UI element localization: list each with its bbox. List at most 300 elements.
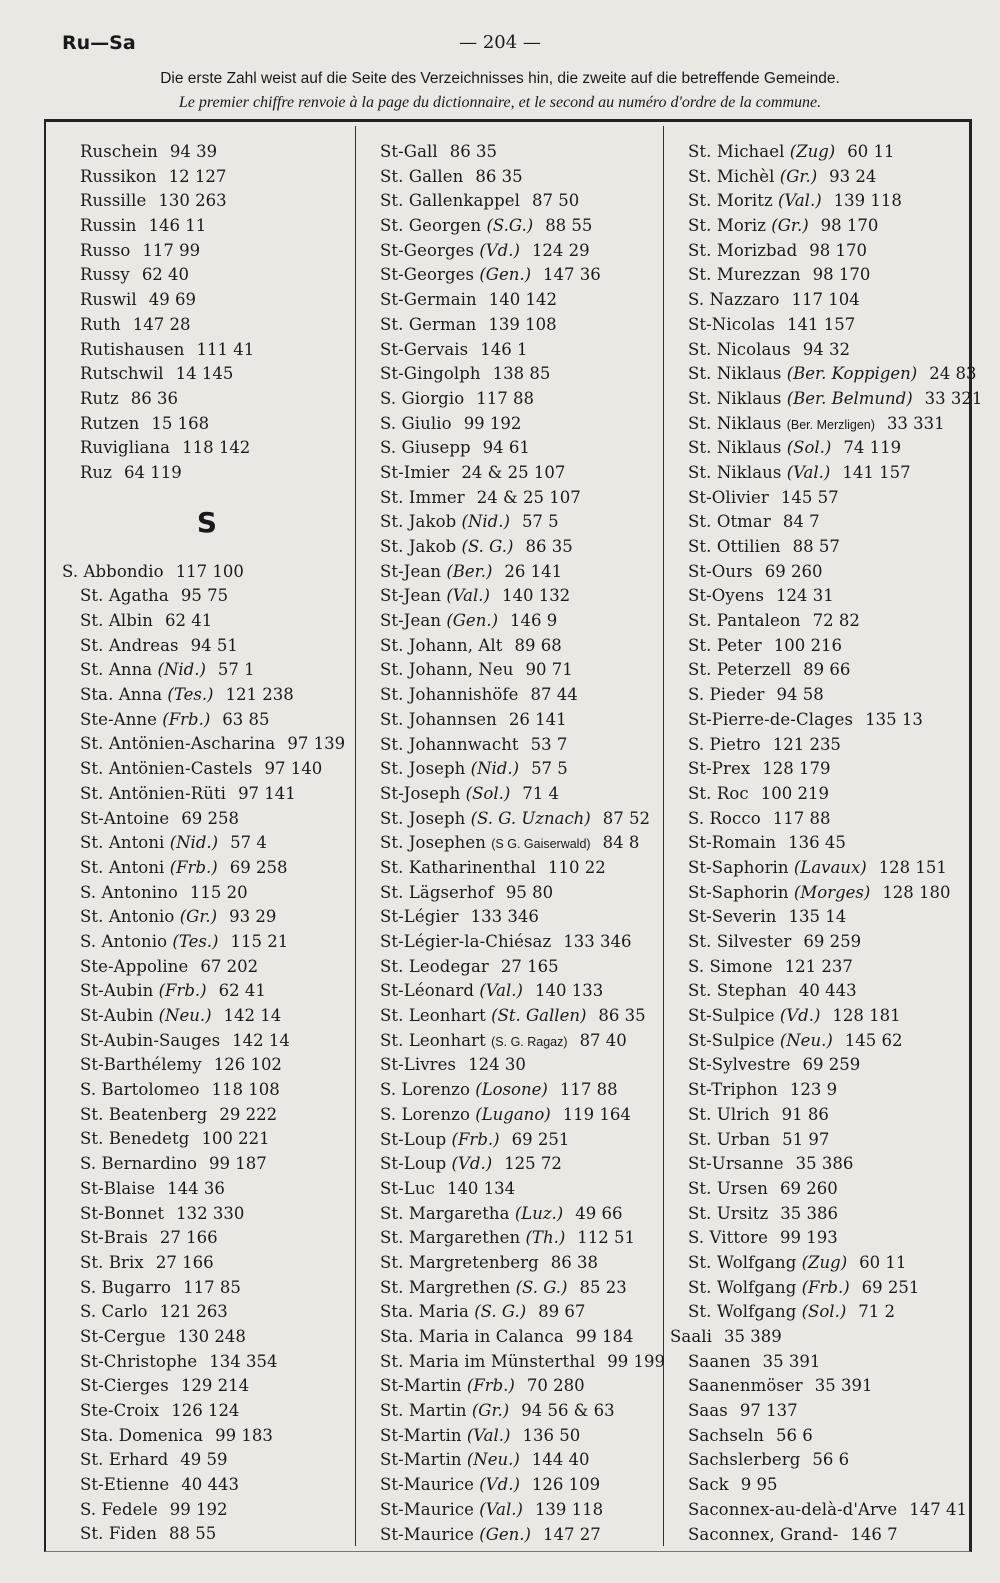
page-and-commune-numbers: 62 40 bbox=[141, 265, 190, 285]
place-name: St-Luc bbox=[380, 1178, 435, 1198]
place-name: Saas bbox=[688, 1401, 728, 1421]
place-name: St. Murezzan bbox=[688, 265, 801, 285]
page-and-commune-numbers: 24 & 25 107 bbox=[476, 487, 581, 507]
index-entry bbox=[670, 1498, 970, 1523]
place-name: St. Michael bbox=[688, 142, 785, 161]
index-entry bbox=[670, 1473, 970, 1498]
index-entry bbox=[670, 313, 970, 338]
canton-qualifier: (Neu.) bbox=[779, 1030, 833, 1050]
place-name: Saali bbox=[670, 1327, 713, 1346]
index-entry bbox=[670, 1374, 970, 1399]
place-name: St-Aubin bbox=[80, 1006, 154, 1025]
place-name: S. Pieder bbox=[688, 685, 765, 705]
index-entry bbox=[670, 1029, 970, 1054]
place-name: St. Niklaus bbox=[688, 364, 782, 384]
page-and-commune-numbers: 144 40 bbox=[531, 1450, 590, 1470]
index-entry bbox=[380, 905, 662, 930]
index-entry bbox=[670, 535, 970, 560]
page-and-commune-numbers: 29 222 bbox=[219, 1104, 278, 1124]
index-entry bbox=[380, 1103, 662, 1128]
place-name: Rutschwil bbox=[80, 364, 164, 384]
page-and-commune-numbers: 56 6 bbox=[775, 1425, 813, 1445]
index-entry bbox=[62, 1448, 352, 1473]
index-entry bbox=[670, 1251, 970, 1276]
canton-qualifier: (Gen.) bbox=[479, 265, 532, 285]
index-entry bbox=[670, 708, 970, 733]
page-and-commune-numbers: 138 85 bbox=[492, 364, 551, 384]
column-divider bbox=[663, 126, 664, 1546]
index-entry bbox=[62, 362, 352, 387]
place-name: St. Josephen bbox=[380, 833, 486, 853]
index-entry bbox=[670, 412, 970, 437]
place-name: St. Albin bbox=[80, 611, 153, 630]
place-name: St. Johann, Alt bbox=[380, 635, 503, 655]
page-and-commune-numbers: 98 170 bbox=[820, 216, 879, 236]
index-entry bbox=[670, 486, 970, 511]
place-name: St-Loup bbox=[380, 1154, 447, 1174]
canton-qualifier: (Vd.) bbox=[779, 1006, 821, 1026]
place-name: Ruswil bbox=[80, 290, 137, 310]
place-name: Ruth bbox=[80, 314, 121, 334]
place-name: St-Gervais bbox=[380, 339, 469, 359]
index-entry bbox=[62, 1276, 352, 1301]
page-and-commune-numbers: 69 251 bbox=[511, 1129, 570, 1149]
index-entry bbox=[380, 1276, 662, 1301]
index-entry bbox=[670, 757, 970, 782]
place-name: St-Légier bbox=[380, 907, 459, 927]
place-name: St-Germain bbox=[380, 290, 477, 310]
place-name: St-Saphorin bbox=[688, 857, 789, 877]
place-name: St-Saphorin bbox=[688, 882, 789, 902]
index-entry bbox=[380, 1325, 662, 1350]
page-and-commune-numbers: 49 66 bbox=[575, 1203, 623, 1223]
place-name: S. Bartolomeo bbox=[80, 1080, 200, 1100]
place-name: Ste-Croix bbox=[80, 1401, 160, 1420]
index-entry bbox=[670, 239, 970, 264]
place-name: St. Ursitz bbox=[688, 1203, 769, 1223]
index-entry bbox=[62, 708, 352, 733]
page-and-commune-numbers: 97 139 bbox=[287, 734, 346, 754]
index-entry bbox=[380, 461, 662, 486]
page-and-commune-numbers: 15 168 bbox=[151, 413, 210, 433]
place-name: Russo bbox=[80, 240, 131, 260]
index-entry bbox=[62, 782, 352, 807]
page-and-commune-numbers: 125 72 bbox=[504, 1154, 562, 1174]
place-name: St-Martin bbox=[380, 1376, 462, 1396]
page-and-commune-numbers: 132 330 bbox=[176, 1203, 245, 1223]
page-and-commune-numbers: 60 11 bbox=[859, 1252, 907, 1272]
index-entry bbox=[380, 535, 662, 560]
page-and-commune-numbers: 84 8 bbox=[602, 833, 640, 853]
place-name: Ruz bbox=[80, 462, 113, 482]
canton-qualifier: (Frb.) bbox=[158, 981, 207, 1001]
place-name: Russin bbox=[80, 216, 137, 236]
place-name: S. Simone bbox=[688, 956, 773, 976]
index-entry bbox=[62, 560, 352, 585]
place-name: Saconnex, Grand- bbox=[688, 1524, 839, 1544]
index-entry bbox=[380, 313, 662, 338]
index-entry bbox=[380, 683, 662, 708]
index-entry bbox=[670, 263, 970, 288]
index-entry bbox=[62, 214, 352, 239]
place-name: S. Lorenzo bbox=[380, 1080, 471, 1100]
index-entry bbox=[62, 1350, 352, 1375]
page-and-commune-numbers: 140 142 bbox=[488, 290, 557, 310]
index-entry bbox=[670, 1399, 970, 1424]
page-and-commune-numbers: 74 119 bbox=[843, 438, 902, 458]
page-and-commune-numbers: 147 36 bbox=[543, 265, 601, 285]
page-and-commune-numbers: 144 36 bbox=[167, 1178, 225, 1198]
place-name: St-Barthélemy bbox=[80, 1055, 202, 1075]
place-name: St-Martin bbox=[380, 1425, 462, 1445]
page-and-commune-numbers: 24 83 bbox=[929, 364, 977, 384]
page-and-commune-numbers: 94 39 bbox=[169, 142, 218, 161]
page-and-commune-numbers: 69 251 bbox=[861, 1277, 920, 1297]
place-name: St. Pantaleon bbox=[688, 611, 801, 631]
page-and-commune-numbers: 128 179 bbox=[762, 759, 831, 779]
index-entry bbox=[380, 1424, 662, 1449]
place-name: Ste-Anne bbox=[80, 709, 158, 729]
index-entry bbox=[380, 856, 662, 881]
index-entry bbox=[62, 1325, 352, 1350]
page-and-commune-numbers: 98 170 bbox=[812, 265, 871, 285]
place-name: Sack bbox=[688, 1475, 729, 1495]
place-name: St. Antonio bbox=[80, 907, 175, 927]
place-name: St-Livres bbox=[380, 1055, 457, 1075]
page-and-commune-numbers: 129 214 bbox=[180, 1376, 250, 1396]
index-entry bbox=[62, 461, 352, 486]
index-entry bbox=[380, 1399, 662, 1424]
page-and-commune-numbers: 88 55 bbox=[545, 216, 593, 236]
index-entry bbox=[62, 189, 352, 214]
page-and-commune-numbers: 89 67 bbox=[538, 1302, 586, 1322]
page-and-commune-numbers: 118 142 bbox=[182, 438, 251, 458]
canton-qualifier: (Nid.) bbox=[157, 660, 206, 680]
place-name: St. Benedetg bbox=[80, 1129, 190, 1149]
page-and-commune-numbers: 145 62 bbox=[844, 1030, 903, 1050]
page-and-commune-numbers: 141 157 bbox=[786, 314, 856, 334]
place-name: Rutishausen bbox=[80, 339, 185, 359]
canton-qualifier: (S. G. Uznach) bbox=[470, 808, 591, 828]
place-name: St-Sulpice bbox=[688, 1006, 775, 1026]
place-name: St. Beatenberg bbox=[80, 1104, 208, 1124]
index-entry bbox=[670, 1226, 970, 1251]
index-entry bbox=[670, 362, 977, 387]
place-name: Sta. Maria in Calanca bbox=[380, 1327, 564, 1346]
page-and-commune-numbers: 139 118 bbox=[534, 1499, 604, 1519]
canton-qualifier: (Nid.) bbox=[461, 512, 510, 532]
place-name: St-Antoine bbox=[80, 808, 170, 828]
place-name: Russille bbox=[80, 191, 147, 211]
index-entry bbox=[62, 831, 352, 856]
index-entry bbox=[670, 930, 970, 955]
index-entry bbox=[380, 1078, 662, 1103]
page-and-commune-numbers: 124 30 bbox=[468, 1055, 526, 1075]
index-entry bbox=[670, 905, 970, 930]
page-and-commune-numbers: 86 36 bbox=[130, 388, 179, 408]
index-entry bbox=[62, 1053, 352, 1078]
page-and-commune-numbers: 53 7 bbox=[530, 734, 568, 754]
canton-qualifier: (Frb.) bbox=[466, 1376, 515, 1396]
locality-qualifier: (S G. Gaiserwald) bbox=[491, 837, 591, 852]
page-and-commune-numbers: 124 29 bbox=[531, 240, 590, 260]
page-and-commune-numbers: 84 7 bbox=[782, 512, 820, 532]
page-and-commune-numbers: 121 237 bbox=[784, 956, 853, 976]
index-entry bbox=[670, 584, 970, 609]
place-name: St-Gall bbox=[380, 142, 438, 161]
index-entry bbox=[62, 338, 352, 363]
place-name: St-Sylvestre bbox=[688, 1055, 791, 1075]
page-and-commune-numbers: 51 97 bbox=[782, 1129, 830, 1149]
index-entry bbox=[670, 881, 970, 906]
index-entry bbox=[380, 930, 662, 955]
page-and-commune-numbers: 69 260 bbox=[764, 561, 823, 581]
page-and-commune-numbers: 67 202 bbox=[200, 956, 259, 976]
index-entry bbox=[670, 387, 983, 412]
place-name: St-Oyens bbox=[688, 586, 765, 606]
index-entry bbox=[670, 1350, 970, 1375]
page-and-commune-numbers: 130 263 bbox=[158, 191, 227, 211]
canton-qualifier: (Neu.) bbox=[466, 1450, 520, 1470]
place-name: St-Blaise bbox=[80, 1178, 156, 1198]
index-entry bbox=[380, 1029, 662, 1054]
canton-qualifier: (S. G.) bbox=[461, 537, 514, 556]
place-name: St. Urban bbox=[688, 1129, 771, 1149]
index-entry bbox=[670, 634, 970, 659]
index-entry bbox=[62, 1424, 352, 1449]
place-name: Sachslerberg bbox=[688, 1450, 801, 1470]
canton-qualifier: (Lavaux) bbox=[793, 857, 867, 877]
page-and-commune-numbers: 56 6 bbox=[812, 1450, 850, 1470]
index-entry bbox=[62, 634, 352, 659]
index-entry bbox=[380, 1448, 662, 1473]
place-name: St-Ursanne bbox=[688, 1154, 784, 1174]
page-and-commune-numbers: 69 260 bbox=[779, 1178, 838, 1198]
index-entry bbox=[62, 1374, 352, 1399]
index-column-2 bbox=[380, 140, 665, 1547]
page-and-commune-numbers: 126 124 bbox=[171, 1401, 240, 1420]
page-and-commune-numbers: 33 321 bbox=[924, 388, 983, 408]
canton-qualifier: (Vd.) bbox=[479, 240, 520, 260]
place-name: St. Margrethen bbox=[380, 1277, 511, 1297]
page-and-commune-numbers: 71 2 bbox=[858, 1302, 896, 1322]
place-name: St. Margarethen bbox=[380, 1228, 521, 1248]
canton-qualifier: (Tes.) bbox=[167, 685, 214, 705]
place-name: St-Triphon bbox=[688, 1080, 778, 1100]
index-entry bbox=[380, 955, 662, 980]
page-and-commune-numbers: 136 45 bbox=[788, 833, 846, 853]
place-name: S. Bugarro bbox=[80, 1277, 172, 1297]
page-and-commune-numbers: 117 100 bbox=[175, 561, 244, 581]
index-entry bbox=[670, 338, 970, 363]
place-name: Sachseln bbox=[688, 1425, 764, 1445]
page-and-commune-numbers: 99 193 bbox=[779, 1228, 838, 1248]
place-name: St-Jean bbox=[380, 611, 442, 631]
place-name: St. Leodegar bbox=[380, 956, 489, 976]
index-entry bbox=[670, 461, 970, 486]
place-name: St. Agatha bbox=[80, 586, 169, 606]
page-and-commune-numbers: 93 24 bbox=[829, 166, 877, 186]
page-and-commune-numbers: 128 181 bbox=[832, 1006, 901, 1026]
page-and-commune-numbers: 99 192 bbox=[463, 413, 522, 433]
index-entry bbox=[380, 658, 662, 683]
index-entry bbox=[380, 1374, 662, 1399]
place-name: St-Georges bbox=[380, 265, 475, 285]
index-entry bbox=[380, 1177, 662, 1202]
page-and-commune-numbers: 135 13 bbox=[865, 709, 923, 729]
page-and-commune-numbers: 140 134 bbox=[446, 1178, 516, 1198]
page-and-commune-numbers: 35 391 bbox=[814, 1376, 873, 1396]
canton-qualifier: (S. G.) bbox=[515, 1277, 568, 1297]
page-and-commune-numbers: 63 85 bbox=[222, 709, 270, 729]
page-and-commune-numbers: 97 140 bbox=[264, 759, 323, 779]
page-and-commune-numbers: 141 157 bbox=[842, 462, 911, 482]
page-and-commune-numbers: 57 1 bbox=[217, 660, 255, 680]
place-name: St. Ottilien bbox=[688, 537, 781, 556]
page-and-commune-numbers: 57 4 bbox=[230, 833, 267, 853]
place-name: St. Michèl bbox=[688, 166, 775, 186]
page-and-commune-numbers: 33 331 bbox=[886, 413, 945, 433]
place-name: St-Christophe bbox=[80, 1351, 198, 1371]
page-and-commune-numbers: 62 41 bbox=[218, 981, 266, 1001]
index-entry bbox=[62, 658, 352, 683]
place-name: St-Gingolph bbox=[380, 364, 481, 384]
index-entry bbox=[62, 1522, 352, 1547]
place-name: S. Pietro bbox=[688, 734, 761, 754]
index-entry bbox=[380, 1498, 662, 1523]
page-and-commune-numbers: 94 32 bbox=[802, 339, 850, 359]
page-and-commune-numbers: 49 59 bbox=[180, 1450, 228, 1470]
place-name: St-Maurice bbox=[380, 1524, 475, 1544]
index-entry bbox=[62, 239, 352, 264]
place-name: S. Rocco bbox=[688, 808, 761, 828]
page-and-commune-numbers: 135 14 bbox=[788, 907, 847, 927]
place-name: St-Maurice bbox=[380, 1499, 475, 1519]
index-entry bbox=[380, 881, 662, 906]
place-name: St. Margaretha bbox=[380, 1203, 510, 1223]
page-and-commune-numbers: 86 35 bbox=[525, 537, 573, 556]
page-and-commune-numbers: 88 55 bbox=[169, 1524, 217, 1544]
index-entry bbox=[670, 436, 970, 461]
index-entry bbox=[670, 1325, 970, 1350]
canton-qualifier: (Frb.) bbox=[169, 857, 218, 877]
canton-qualifier: (Gr.) bbox=[179, 907, 218, 927]
index-entry bbox=[380, 338, 662, 363]
index-entry bbox=[670, 1300, 970, 1325]
index-entry bbox=[670, 1202, 970, 1227]
index-entry bbox=[380, 1473, 662, 1498]
index-entry bbox=[62, 387, 352, 412]
index-column-3 bbox=[670, 140, 983, 1547]
page-and-commune-numbers: 98 170 bbox=[809, 240, 868, 260]
page-and-commune-numbers: 117 104 bbox=[791, 290, 860, 310]
place-name: St. Wolfgang bbox=[688, 1302, 797, 1322]
place-name: Ruschein bbox=[80, 142, 158, 161]
index-entry bbox=[62, 930, 352, 955]
index-entry bbox=[670, 609, 970, 634]
index-entry bbox=[380, 412, 662, 437]
index-entry bbox=[62, 1498, 352, 1523]
index-entry bbox=[62, 436, 352, 461]
place-name: St-Etienne bbox=[80, 1475, 170, 1495]
page-and-commune-numbers: 93 29 bbox=[229, 907, 277, 927]
place-name: S. Lorenzo bbox=[380, 1104, 471, 1124]
page-and-commune-numbers: 72 82 bbox=[812, 611, 860, 631]
place-name: St-Pierre-de-Clages bbox=[688, 709, 854, 729]
page-and-commune-numbers: 87 52 bbox=[602, 808, 650, 828]
index-entry bbox=[670, 1448, 970, 1473]
page-and-commune-numbers: 99 187 bbox=[209, 1154, 267, 1174]
place-name: St. Joseph bbox=[380, 759, 466, 779]
place-name: Ruvigliana bbox=[80, 438, 171, 458]
canton-qualifier: (Neu.) bbox=[158, 1006, 212, 1025]
page-and-commune-numbers: 35 391 bbox=[762, 1351, 821, 1371]
index-entry bbox=[670, 831, 970, 856]
page-and-commune-numbers: 130 248 bbox=[177, 1326, 246, 1346]
index-entry bbox=[380, 263, 662, 288]
place-name: St-Ours bbox=[688, 561, 753, 581]
running-head-range: Ru—Sa bbox=[62, 32, 136, 54]
index-entry bbox=[670, 510, 970, 535]
index-entry bbox=[62, 1029, 352, 1054]
page-and-commune-numbers: 117 88 bbox=[772, 808, 831, 828]
place-name: S. Antonino bbox=[80, 882, 178, 902]
canton-qualifier: (S. G.) bbox=[474, 1302, 527, 1322]
canton-qualifier: (Frb.) bbox=[801, 1277, 850, 1297]
place-name: Saconnex-au-delà-d'Arve bbox=[688, 1499, 898, 1519]
page-and-commune-numbers: 57 5 bbox=[521, 512, 559, 532]
canton-qualifier: (Luz.) bbox=[514, 1203, 564, 1223]
index-entry bbox=[380, 782, 662, 807]
index-entry bbox=[62, 165, 352, 190]
canton-qualifier: (Sol.) bbox=[786, 438, 832, 458]
column-divider bbox=[355, 126, 356, 1546]
page-and-commune-numbers: 71 4 bbox=[522, 783, 560, 803]
place-name: S. Giulio bbox=[380, 413, 452, 433]
index-entry bbox=[380, 757, 662, 782]
index-entry bbox=[62, 1399, 352, 1424]
place-name: St-Loup bbox=[380, 1129, 447, 1149]
place-name: St-Imier bbox=[380, 462, 450, 482]
index-entry bbox=[62, 1300, 352, 1325]
index-entry bbox=[62, 584, 352, 609]
place-name: Sta. Anna bbox=[80, 685, 163, 705]
place-name: St-Olivier bbox=[688, 487, 769, 507]
index-entry bbox=[380, 288, 662, 313]
place-name: St. Stephan bbox=[688, 981, 787, 1001]
page-and-commune-numbers: 133 346 bbox=[563, 932, 632, 951]
page-and-commune-numbers: 140 133 bbox=[534, 981, 604, 1001]
index-entry bbox=[62, 1473, 352, 1498]
canton-qualifier: (Nid.) bbox=[470, 759, 520, 779]
place-name: St-Bonnet bbox=[80, 1203, 165, 1223]
place-name: St. Johannwacht bbox=[380, 734, 519, 754]
index-entry bbox=[670, 560, 970, 585]
place-name: St. Johann, Neu bbox=[380, 660, 514, 680]
index-entry bbox=[670, 1177, 970, 1202]
index-entry bbox=[62, 1127, 352, 1152]
place-name: St. Peterzell bbox=[688, 660, 792, 680]
page-and-commune-numbers: 134 354 bbox=[209, 1351, 278, 1371]
explanatory-note-german: Die erste Zahl weist auf die Seite des Verzeichnisses hin, die zweite auf die betreffende Gemeinde. bbox=[160, 70, 840, 87]
canton-qualifier: (Frb.) bbox=[451, 1129, 500, 1149]
place-name: St. Jakob bbox=[380, 537, 457, 556]
page-and-commune-numbers: 27 165 bbox=[500, 956, 559, 976]
canton-qualifier: (Vd.) bbox=[451, 1154, 493, 1174]
place-name: S. Giusepp bbox=[380, 438, 471, 458]
canton-qualifier: (Ber. Belmund) bbox=[786, 388, 913, 408]
index-entry bbox=[380, 189, 662, 214]
